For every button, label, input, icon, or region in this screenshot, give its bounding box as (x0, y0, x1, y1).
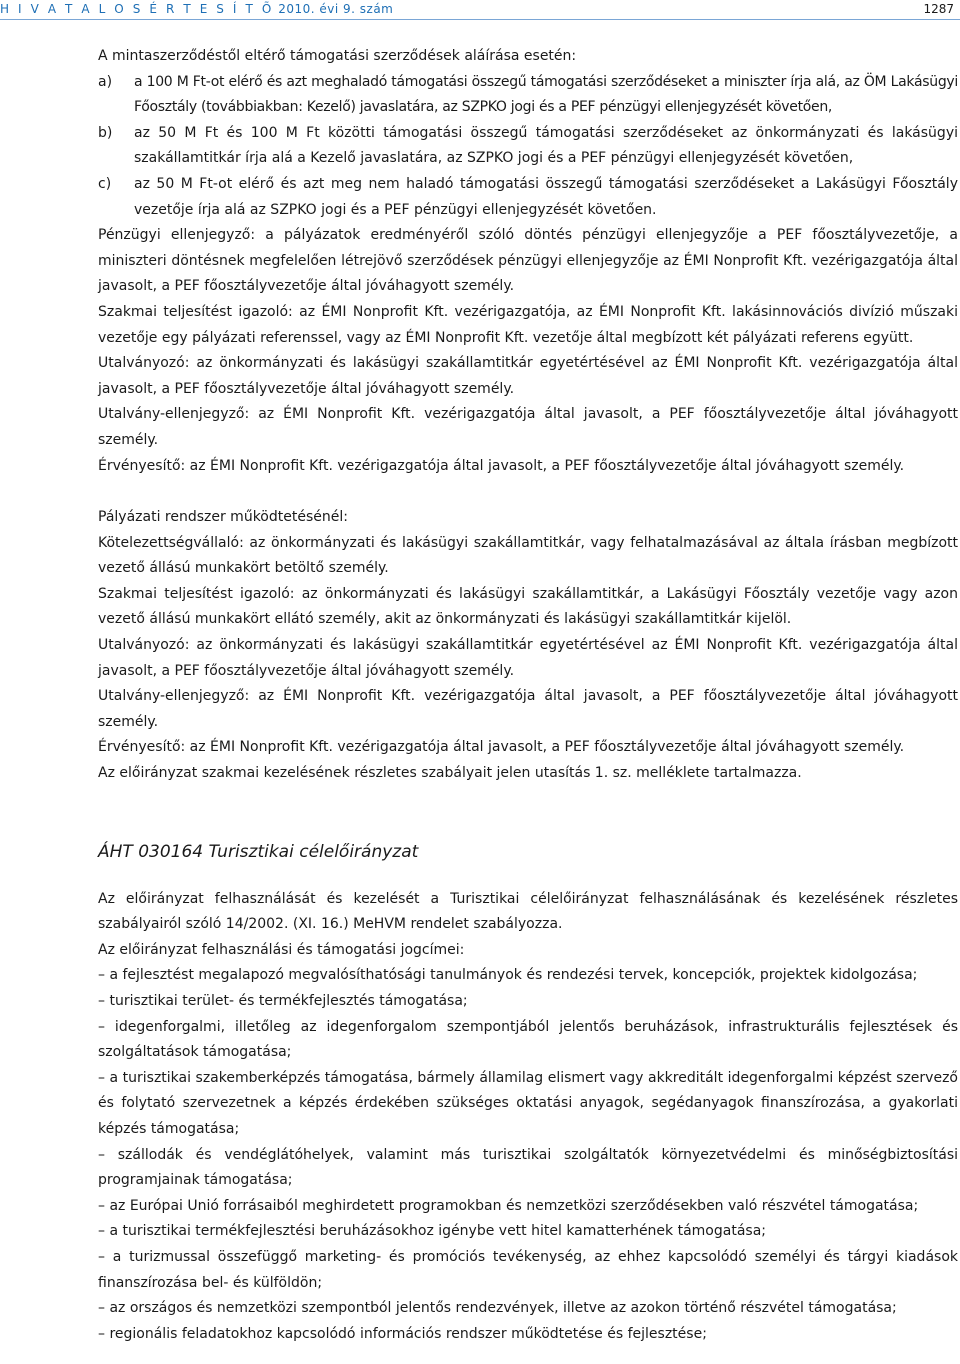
paragraph: Pénzügyi ellenjegyző: a pályázatok eredményéről szóló döntés pénzügyi ellenjegyzője a PEF főosztályvezetője, a miniszteri döntésnek megfelelően létrejövő szerződések pénzügyi ellenjegyzője az ÉMI Nonprofit Kft. vezérigazgatója által javasolt, a PEF főosztályvezetője által jóváhagyott személy. (98, 227, 958, 295)
paragraph: Az előirányzat felhasználási és támogatási jogcímei: (98, 941, 465, 958)
dash-item: – az Európai Unió forrásaiból meghirdetett programokban és nemzetközi szerződésekben való részvétel támogatása; (98, 1197, 919, 1214)
dash-item: – a fejlesztést megalapozó megvalósíthatósági tanulmányok és rendezési tervek, koncepciók, projektek kidolgozása; (98, 967, 918, 984)
paragraph: Érvényesítő: az ÉMI Nonprofit Kft. vezérigazgatója által javasolt, a PEF főosztályvezetője által jóváhagyott személy. (98, 457, 905, 474)
list-text: az 50 M Ft-ot elérő és azt meg nem haladó támogatási összegű támogatási szerződéseket a Lakásügyi Főosztály vezetője írja alá az SZPKO jogi és a PEF pénzügyi ellenjegyzését követően. (134, 175, 958, 218)
paragraph: Utalványozó: az önkormányzati és lakásügyi szakállamtitkár egyetértésével az ÉMI Nonprofit Kft. vezérigazgatója által javasolt, a PEF főosztályvezetője által jóváhagyott személy. (98, 355, 958, 397)
dash-item: – a turizmussal összefüggő marketing- és promóciós tevékenység, az ehhez kapcsolódó személyi és tárgyi kiadások finanszírozása bel- és külföldön; (98, 1248, 958, 1291)
page-number: 1287 (923, 2, 954, 16)
journal-title-line (0, 2, 393, 16)
list-label: c) (98, 175, 112, 192)
list-item (98, 70, 958, 121)
dash-item: – idegenforgalmi, illetőleg az idegenforgalom szempontjából jelentős beruházások, infrastrukturális fejlesztések és szolgáltatások támogatása; (98, 1018, 958, 1061)
paragraph: Utalvány-ellenjegyző: az ÉMI Nonprofit Kft. vezérigazgatója által javasolt, a PEF főosztályvezetője által jóváhagyott személy. (98, 688, 958, 730)
paragraph: Az előirányzat szakmai kezelésének részletes szabályait jelen utasítás 1. sz. melléklete tartalmazza. (98, 765, 802, 782)
paragraph: Érvényesítő: az ÉMI Nonprofit Kft. vezérigazgatója által javasolt, a PEF főosztályvezetője által jóváhagyott személy. (98, 739, 905, 756)
subsection-heading: Pályázati rendszer működtetésénél: (98, 509, 348, 526)
journal-title: H I V A T A L O S É R T E S Í T Õ (0, 2, 274, 16)
paragraph: Utalvány-ellenjegyző: az ÉMI Nonprofit Kft. vezérigazgatója által javasolt, a PEF főosztályvezetője által jóváhagyott személy. (98, 406, 958, 448)
list-item (98, 172, 958, 223)
list-text: az 50 M Ft és 100 M Ft közötti támogatási összegű támogatási szerződéseket az önkormányzati és lakásügyi szakállamtitkár írja alá a Kezelő javaslatára, az SZPKO jogi és a PEF pénzügyi ellenjegyzését követően, (134, 124, 958, 167)
paragraph: Szakmai teljesítést igazoló: az ÉMI Nonprofit Kft. vezérigazgatója, az ÉMI Nonprofit Kft. lakásinnovációs divízió műszaki vezetője egy pályázati referenssel, vagy az ÉMI Nonprofit Kft. vezetője által megbízott két pályázati referens együtt. (98, 303, 958, 346)
page-header (0, 0, 960, 22)
list-label: b) (98, 124, 113, 141)
dash-item: – a turisztikai termékfejlesztési beruházásokhoz igénybe vett hitel kamatterhének támogatása; (98, 1223, 767, 1240)
section-title: ÁHT 030164 Turisztikai célelőirányzat (98, 841, 419, 862)
list-text: a 100 M Ft-ot elérő és azt meghaladó támogatási összegű támogatási szerződéseket a miniszter írja alá, az ÖM Lakásügyi Főosztály (továbbiakban: Kezelő) javaslatára, az SZPKO jogi és a PEF pénzügyi ellenjegyzését követően, (134, 73, 958, 116)
spacer (98, 479, 958, 505)
dash-item: – az országos és nemzetközi szempontból jelentős rendezvények, illetve az azokon történő részvétel támogatása; (98, 1300, 897, 1317)
dash-item: – regionális feladatokhoz kapcsolódó információs rendszer működtetése és fejlesztése; (98, 1325, 707, 1342)
paragraph: Kötelezettségvállaló: az önkormányzati és lakásügyi szakállamtitkár, vagy felhatalmazásával az általa írásban megbízott vezető állású munkakört betöltő személy. (98, 534, 958, 577)
dash-item: – turisztikai terület- és termékfejlesztés támogatása; (98, 993, 468, 1009)
issue-number: 2010. évi 9. szám (278, 2, 394, 16)
document-body (98, 44, 958, 1347)
header-rule (0, 19, 960, 20)
paragraph: Utalványozó: az önkormányzati és lakásügyi szakállamtitkár egyetértésével az ÉMI Nonprofit Kft. vezérigazgatója által javasolt, a PEF főosztályvezetője által jóváhagyott személy. (98, 637, 958, 679)
list-item (98, 121, 958, 172)
paragraph: Az előirányzat felhasználását és kezelését a Turisztikai célelőirányzat felhasználásának és kezelésének részletes szabályairól szóló 14/2002. (XI. 16.) MeHVM rendelet szabályozza. (98, 890, 958, 933)
list-label: a) (98, 73, 113, 90)
dash-item: – a turisztikai szakemberképzés támogatása, bármely államilag elismert vagy akkreditált idegenforgalmi képzést szervező és folytató szervezetnek a képzés érdekében szükséges oktatási anyagok, segédanyagok finanszírozása, a gyakorlati képzés támogatása; (98, 1069, 958, 1137)
intro-heading: A mintaszerződéstől eltérő támogatási szerződések aláírása esetén: (98, 48, 577, 64)
dash-item: – szállodák és vendéglátóhelyek, valamint más turisztikai szolgáltatók környezetvédelmi és minőségbiztosítási programjainak támogatása; (98, 1146, 958, 1189)
paragraph: Szakmai teljesítést igazoló: az önkormányzati és lakásügyi szakállamtitkár, a Lakásügyi Főosztály vezetője vagy azon vezető állású munkakört ellátó személy, akit az önkormányzati és lakásügyi szakállamtitkár kijelöl. (98, 585, 958, 628)
spacer (98, 787, 958, 839)
